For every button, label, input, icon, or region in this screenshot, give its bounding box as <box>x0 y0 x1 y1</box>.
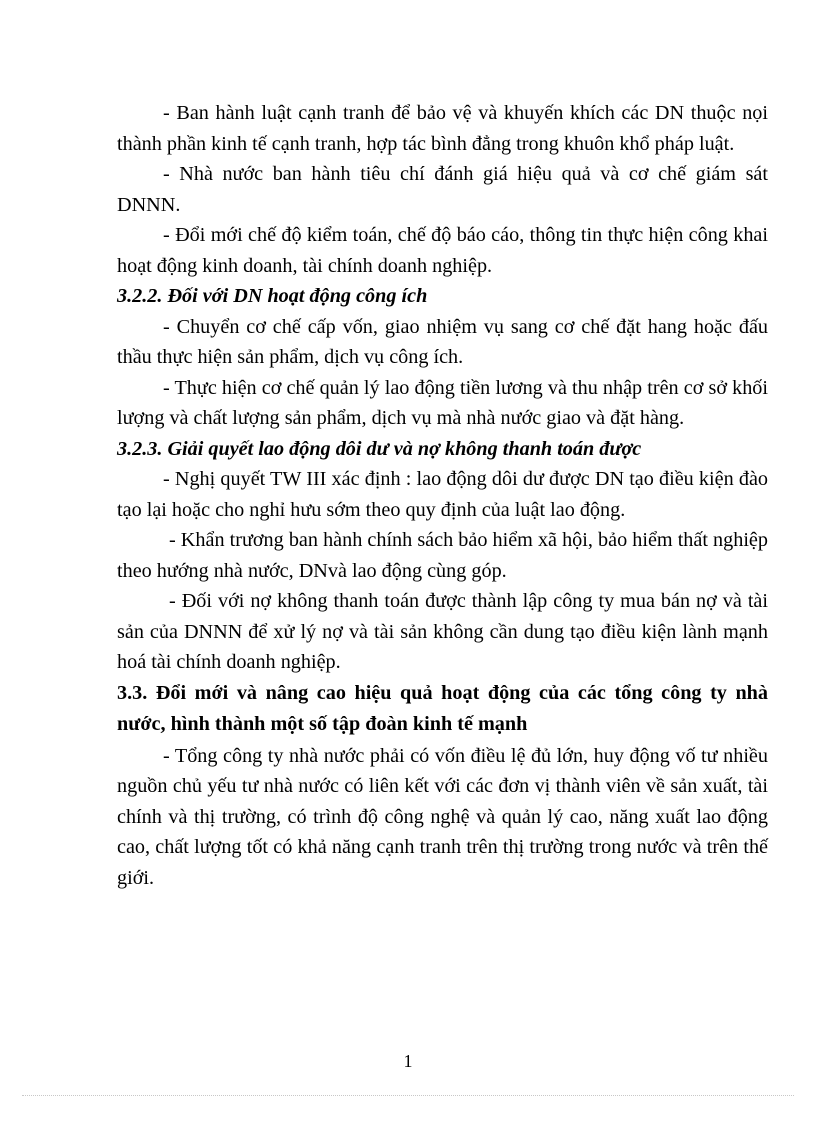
paragraph-debt-trading: - Đối với nợ không thanh toán được thành lập công ty mua bán nợ và tài sản của DNNN để xử lý nợ và tài sản không cần dung tạo điều kiện lành mạnh hoá tài chính doanh nghiệp. <box>117 590 768 673</box>
document-body <box>117 98 768 893</box>
paragraph-surplus-labor: - Nghị quyết TW III xác định : lao động dôi dư được DN tạo điều kiện đào tạo lại hoặc cho nghỉ hưu sớm theo quy định của luật lao động. <box>117 468 768 521</box>
paragraph-competition-law: - Ban hành luật cạnh tranh để bảo vệ và khuyến khích các DN thuộc nọi thành phần kinh tế cạnh tranh, hợp tác bình đẳng trong khuôn khổ pháp luật. <box>117 102 768 155</box>
paragraph-capital-mechanism: - Chuyển cơ chế cấp vốn, giao nhiệm vụ sang cơ chế đặt hang hoặc đấu thầu thực hiện sản phẩm, dịch vụ công ích. <box>117 315 768 368</box>
page-bottom-divider <box>22 1095 794 1096</box>
page-number: 1 <box>403 1051 413 1071</box>
paragraph-evaluation-criteria: - Nhà nước ban hành tiêu chí đánh giá hiệu quả và cơ chế giám sát DNNN. <box>117 163 768 216</box>
paragraph-wage-management: - Thực hiện cơ chế quản lý lao động tiền lương và thu nhập trên cơ sở khối lượng và chất lượng sản phẩm, dịch vụ mà nhà nước giao và đặt hàng. <box>117 376 768 429</box>
heading-section-3-2-3: 3.2.3. Giải quyết lao động dôi dư và nợ không thanh toán được <box>117 437 642 460</box>
paragraph-audit-reform: - Đổi mới chế độ kiểm toán, chế độ báo cáo, thông tin thực hiện công khai hoạt động kinh doanh, tài chính doanh nghiệp. <box>117 224 768 277</box>
paragraph-state-corporations: - Tổng công ty nhà nước phải có vốn điều lệ đủ lớn, huy động vố tư nhiều nguồn chủ yếu tư nhà nước có liên kết với các đơn vị thành viên về sản xuất, tài chính và thị trường, có trình độ công nghệ và quản lý cao, năng xuất lao động cao, chất lượng tốt có khả năng cạnh tranh trên thị trường trong nước và trên thế giới. <box>117 744 768 889</box>
paragraph-social-insurance: - Khẩn trương ban hành chính sách bảo hiểm xã hội, bảo hiểm thất nghiệp theo hướng nhà nước, DNvà lao động cùng góp. <box>117 529 768 582</box>
heading-section-3-3: 3.3. Đổi mới và nâng cao hiệu quả hoạt động của các tổng công ty nhà nước, hình thành một số tập đoàn kinh tế mạnh <box>117 681 768 735</box>
heading-section-3-2-2: 3.2.2. Đối với DN hoạt động công ích <box>117 285 428 307</box>
